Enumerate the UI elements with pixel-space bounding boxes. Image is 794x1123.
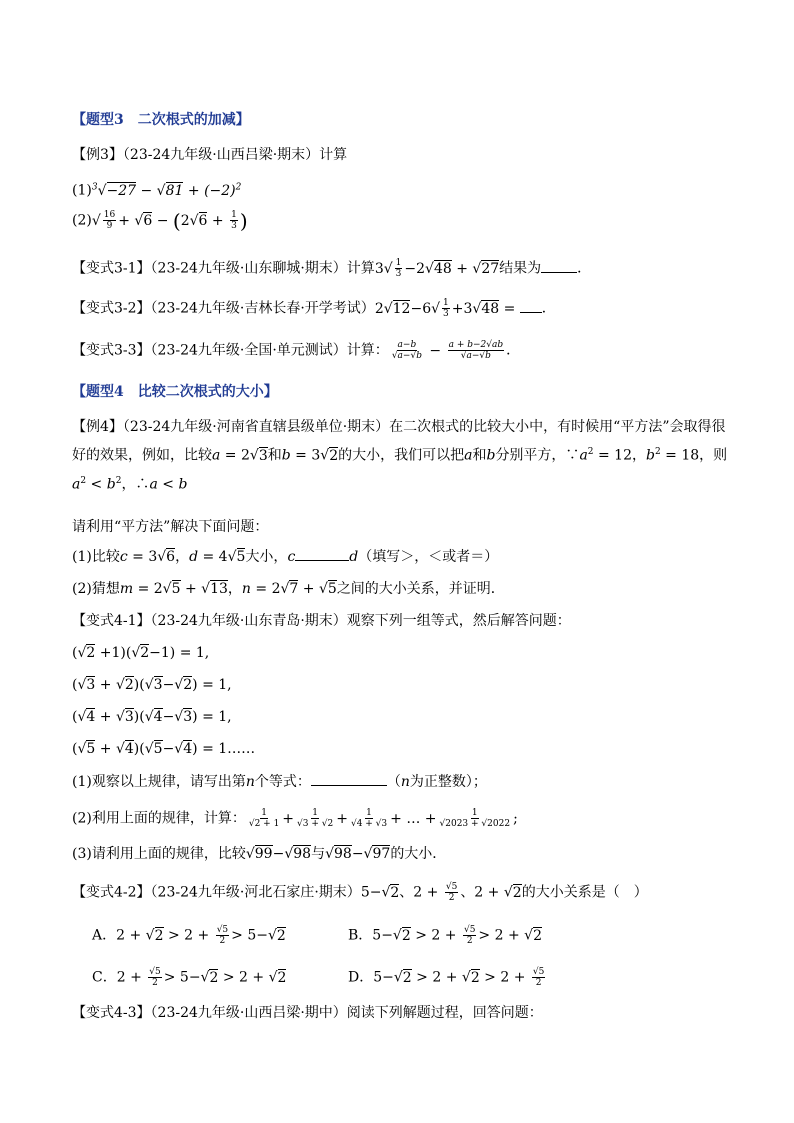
equation-2: (√3 + √2)(√3−√2) = 1, <box>72 677 232 693</box>
example-3 <box>72 146 734 164</box>
answer-blank <box>295 548 349 561</box>
equation-4: (√5 + √4)(√5−√4) = 1…… <box>72 741 256 757</box>
variant-4-3: 【变式4-3】（23-24九年级·山西吕梁·期中）阅读下列解题过程，回答问题： <box>72 1005 543 1021</box>
variant-3-2: 【变式3-2】（23-24九年级·吉林长春·开学考试）2√12−6√ $\frac{1}{3}$ +3√48 = ． <box>72 298 556 319</box>
example-4-part-1: (1)比较c = 3√6，d = 4√5大小，c d（填写＞，＜或者＝） <box>72 549 499 565</box>
math-expression: 3√ $\frac{1}{3}$ −2√48 + √27 <box>374 258 500 279</box>
variant-4-1: 【变式4-1】（23-24九年级·山东青岛·期末）观察下列一组等式，然后解答问题： <box>72 613 571 629</box>
equation-1: (√2 +1)(√2−1) = 1, <box>72 645 210 661</box>
example-3-part-2: (2)√ $\frac{16}{9}$ + √6 − (2√6 + $\frac{1}{3}$ ) <box>72 208 248 233</box>
section-3-heading: 【题型3 二次根式的加减】 <box>72 112 250 128</box>
math-expression: $\frac{a-b}{√a-√b}$ − $\frac{a + b-2√ab}{√a-√b}$ <box>391 340 504 361</box>
math-expression: $\frac{1}{√2 + 1}$ + $\frac{1}{√3 + √2}$ + $\frac{1}{√4 + √3}$ + … + $\frac{1}{√2023 + √2022}$ ; <box>248 808 518 829</box>
variant-4-1-part-3: (3)请利用上面的规律，比较√99−√98与√98−√97的大小． <box>72 846 447 862</box>
math-expression: $^3√-27 - √81 + (-2)^2$ <box>91 182 242 199</box>
example-3-tag: 【例3】 <box>72 147 123 163</box>
example-4-part-2: (2)猜想m = 2√5 + √13，n = 2√7 + √5之间的大小关系，并证明． <box>72 581 505 597</box>
example-4-intro: 请利用“平方法”解决下面问题： <box>72 519 269 535</box>
math-expression: √ $\frac{16}{9}$ + √6 − (2√6 + $\frac{1}{3}$ ) <box>91 208 248 233</box>
answer-blank <box>541 260 577 273</box>
math-expression: 2√12−6√ $\frac{1}{3}$ +3√48 = <box>374 298 520 319</box>
example-4-text: 【例4】（23-24九年级·河南省直辖县级单位·期末）在二次根式的比较大小中，有时候用“平方法”会取得很好的效果，例如，比较a = 2√3和b = 3√2的大小，我们可以把a和b分别平方，$\because a^2 = 12$，$b^2 = 18$，则$a^2 < b^2$，∴a < b <box>72 419 728 493</box>
option-d[interactable]: D．5−√2 > 2 + √2 > 2 + $\frac{√5}{2}$ <box>348 967 545 988</box>
option-b[interactable]: B．5−√2 > 2 + $\frac{√5}{2}$ > 2 + √2 <box>348 925 542 946</box>
option-c[interactable]: C．2 + $\frac{√5}{2}$ > 5−√2 > 2 + √2 <box>92 967 287 988</box>
variant-3-3: 【变式3-3】（23-24九年级·全国·单元测试）计算： $\frac{a-b}{√a-√b}$ − $\frac{a + b-2√ab}{√a-√b}$ ． <box>72 340 521 361</box>
example-3-part-1: $(1)^3√-27 - √81 + (-2)^2$ <box>72 182 242 199</box>
section-4-heading: 【题型4 比较二次根式的大小】 <box>72 384 278 400</box>
example-3-source: （23-24九年级·山西吕梁·期末）计算 <box>122 147 348 163</box>
option-a[interactable]: A．2 + √2 > 2 + $\frac{√5}{2}$ > 5−√2 <box>92 925 286 946</box>
equation-3: (√4 + √3)(√4−√3) = 1, <box>72 709 232 725</box>
variant-4-1-part-1: (1)观察以上规律，请写出第n个等式： （n为正整数）； <box>72 774 487 790</box>
answer-blank <box>520 300 542 313</box>
variant-4-1-part-2: (2)利用上面的规律，计算： $\frac{1}{√2 + 1}$ + $\frac{1}{√3 + √2}$ + $\frac{1}{√4 + √3}$ + … + $\frac{1}{√2023 + √2022}$ ; <box>72 808 518 829</box>
answer-blank <box>311 773 387 786</box>
variant-3-1: 【变式3-1】（23-24九年级·山东聊城·期末）计算3√ $\frac{1}{3}$ −2√48 + √27结果为 ． <box>72 258 592 279</box>
variant-4-2: 【变式4-2】（23-24九年级·河北石家庄·期末）5−√2、2 + $\frac{√5}{2}$ 、2 + √2的大小关系是（ ） <box>72 882 648 903</box>
